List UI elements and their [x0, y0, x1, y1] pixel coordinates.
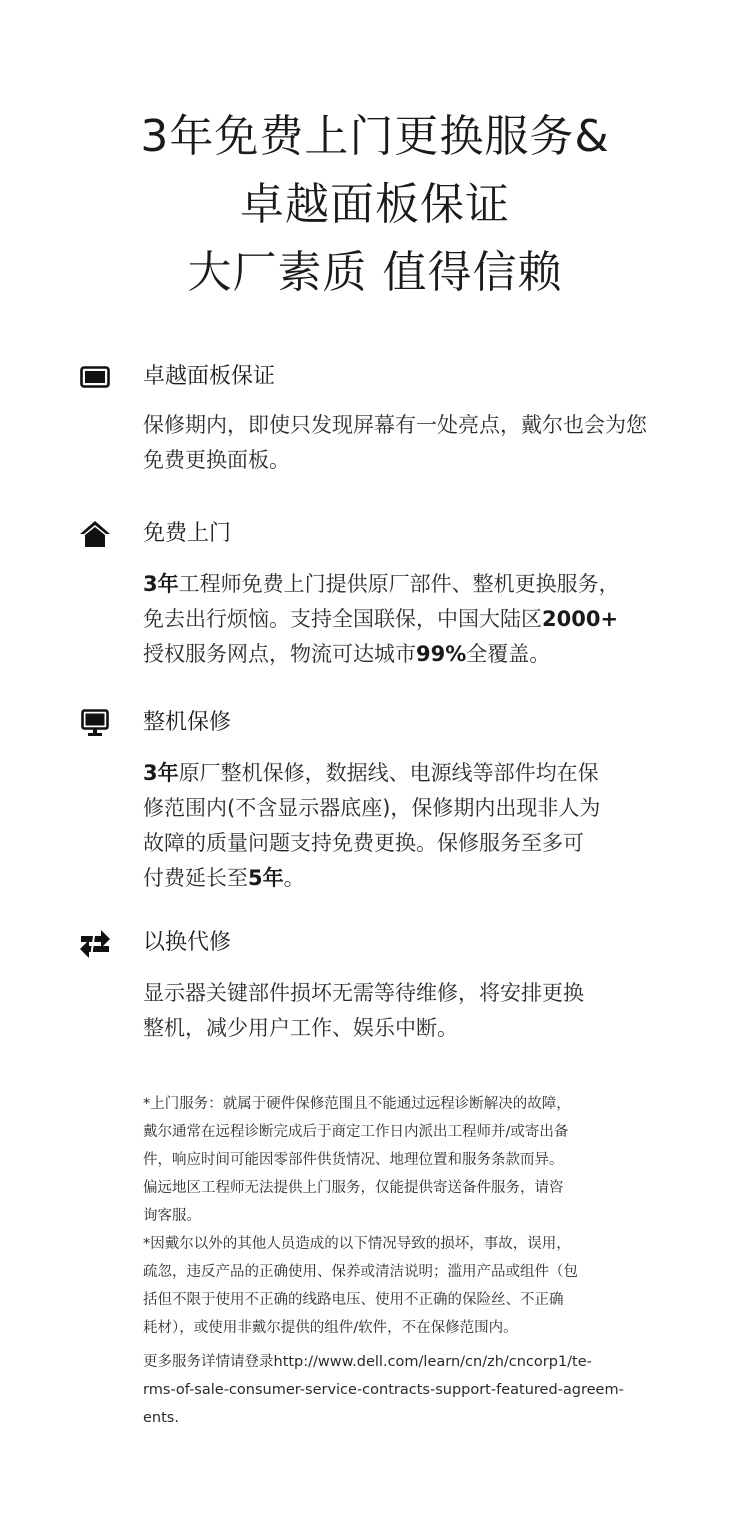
bold-text: 3年: [143, 572, 179, 596]
footnote-line: *因戴尔以外的其他人员造成的以下情况导致的损坏，事故，误用，: [143, 1236, 571, 1252]
headline-line-3: 大厂素质 值得信赖: [187, 247, 563, 298]
display-panel-icon: [78, 360, 112, 394]
footnote-line: 疏忽，违反产品的正确使用、保养或清洁说明；滥用产品或组件（包: [143, 1264, 578, 1280]
headline-line-1: 3年免费上门更换服务&: [140, 111, 610, 162]
section-body: [143, 756, 663, 896]
monitor-icon: [78, 706, 112, 740]
section-title: 整机保修: [143, 710, 232, 735]
section-title: 卓越面板保证: [143, 364, 276, 389]
section-body: [143, 408, 663, 478]
section-body: [143, 976, 663, 1046]
section-body: [143, 567, 663, 672]
footnote-url-line: ents.: [143, 1410, 179, 1426]
body-text: 。: [283, 866, 305, 890]
body-line: [143, 861, 663, 896]
body-text: 免去出行烦恼。支持全国联保，中国大陆区: [143, 607, 542, 631]
body-line: 修范围内(不含显示器底座)，保修期内出现非人为: [143, 796, 601, 820]
footnote-line: 偏远地区工程师无法提供上门服务，仅能提供寄送备件服务，请咨: [143, 1180, 564, 1196]
footnotes: [143, 1090, 663, 1432]
body-line: 显示器关键部件损坏无需等待维修，将安排更换: [143, 981, 584, 1005]
body-text: 原厂整机保修，数据线、电源线等部件均在保: [178, 761, 599, 785]
body-text: 工程师免费上门提供原厂部件、整机更换服务，: [178, 572, 620, 596]
body-line: 故障的质量问题支持免费更换。保修服务至多可: [143, 831, 584, 855]
footnote-line: 耗材），或使用非戴尔提供的组件/软件，不在保修范围内。: [143, 1320, 518, 1336]
body-line: 整机，减少用户工作、娱乐中断。: [143, 1016, 458, 1040]
bold-text: 5年: [248, 866, 284, 890]
footnote-line: 戴尔通常在远程诊断完成后于商定工作日内派出工程师并/或寄出备: [143, 1124, 569, 1140]
body-line: 免费更换面板。: [143, 448, 290, 472]
body-text: 授权服务网点，物流可达城市: [143, 642, 416, 666]
body-text: 全覆盖。: [466, 642, 551, 666]
home-icon: [78, 517, 112, 551]
footnote-url-line: 更多服务详情请登录http://www.dell.com/learn/cn/zh/cncorp1/te-: [143, 1354, 592, 1370]
section-title: 免费上门: [143, 521, 232, 546]
body-line: [143, 756, 663, 791]
footnote-line: 括但不限于使用不正确的线路电压、使用不正确的保险丝、不正确: [143, 1292, 564, 1308]
footnote-line: 件，响应时间可能因零部件供货情况、地理位置和服务条款而异。: [143, 1152, 564, 1168]
headline: [0, 103, 750, 307]
footnote-url-line: rms-of-sale-consumer-service-contracts-support-featured-agreem-: [143, 1382, 624, 1398]
body-line: 保修期内，即使只发现屏幕有一处亮点，戴尔也会为您: [143, 413, 647, 437]
body-text: 付费延长至: [143, 866, 248, 890]
swap-arrows-icon: [78, 926, 112, 960]
headline-line-2: 卓越面板保证: [240, 179, 510, 230]
body-line: [143, 637, 663, 672]
bold-text: 3年: [143, 761, 179, 785]
footnote-line: 询客服。: [143, 1208, 201, 1224]
bold-text: 2000+: [542, 607, 619, 631]
body-line: [143, 602, 663, 637]
body-line: [143, 567, 663, 602]
footnote-line: *上门服务：就属于硬件保修范围且不能通过远程诊断解决的故障，: [143, 1096, 571, 1112]
bold-text: 99%: [416, 642, 467, 666]
section-title: 以换代修: [143, 930, 232, 955]
